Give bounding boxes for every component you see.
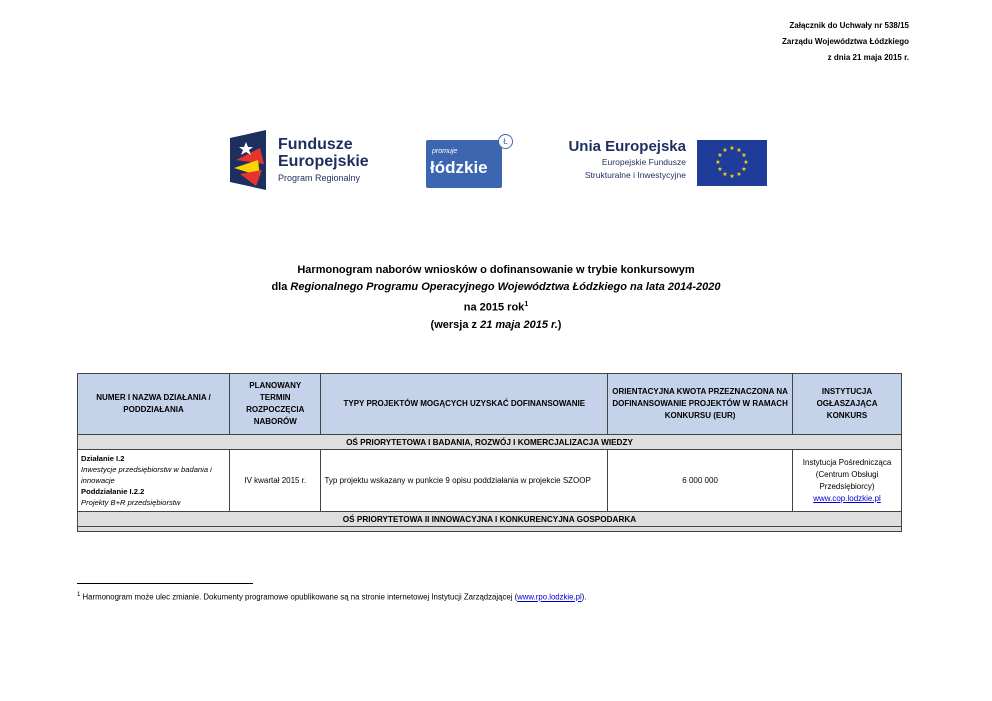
footnote-divider: [77, 583, 253, 584]
svg-text:★: ★: [736, 171, 742, 178]
fe-star-icon: [230, 130, 278, 190]
header-types: TYPY PROJEKTÓW MOGĄCYCH UZYSKAĆ DOFINANSOWANIE: [321, 374, 608, 435]
header-institution: INSTYTUCJA OGŁASZAJĄCA KONKURS: [793, 374, 902, 435]
resolution-line-2: Zarządu Województwa Łódzkiego: [782, 37, 909, 46]
svg-text:★: ★: [736, 147, 742, 154]
title-line-1: Harmonogram naborów wniosków o dofinansowanie w trybie konkursowym: [297, 264, 695, 276]
axis-row-2-spacer: [78, 527, 902, 532]
title-line-3: na 2015 rok$^1$: [463, 301, 529, 314]
subaction-label: Poddziałanie I.2.2: [81, 487, 145, 496]
resolution-line-3: z dnia 21 maja 2015 r.: [827, 53, 909, 62]
ue-sub-2: Strukturalne i Inwestycyjne: [584, 170, 686, 180]
title-line-2: dla Regionalnego Programu Operacyjnego Województwa Łódzkiego na lata 2014-2020: [271, 281, 721, 293]
types-cell: Typ projektu wskazany w punkcie 9 opisu poddziałania w projekcie SZOOP: [321, 450, 608, 512]
svg-text:★: ★: [722, 147, 728, 154]
inst-line-1: Instytucja Pośrednicząca: [802, 457, 892, 467]
svg-text:★: ★: [741, 152, 747, 159]
axis-2-label: OŚ PRIORYTETOWA II INNOWACYJNA I KONKURENCYJNA GOSPODARKA: [78, 512, 902, 527]
fe-title-1: Fundusze: [278, 136, 353, 153]
svg-text:★: ★: [729, 173, 735, 180]
eu-flag-icon: [697, 140, 767, 186]
schedule-table: [77, 373, 902, 532]
lodz-big-text: łódzkie: [430, 158, 488, 177]
resolution-line-1: Załącznik do Uchwały nr 538/15: [789, 21, 909, 30]
lodz-small-text: promuje: [432, 148, 458, 155]
institution-cell: [793, 450, 902, 512]
term-cell: IV kwartał 2015 r.: [230, 450, 321, 512]
svg-text:★: ★: [715, 159, 721, 166]
axis-row-2: [78, 512, 902, 527]
footnote-text: Harmonogram może ulec zmianie. Dokumenty programowe opublikowane są na stronie internetowej Instytucji Zarządzającej (: [80, 592, 518, 602]
document-title: [0, 262, 992, 334]
spacer-cell: [78, 527, 902, 532]
svg-text:★: ★: [741, 166, 747, 173]
header-term: PLANOWANY TERMIN ROZPOCZĘCIA NABORÓW: [230, 374, 321, 435]
footnote-link[interactable]: www.rpo.lodzkie.pl: [517, 592, 582, 602]
table-header-row: [78, 374, 902, 435]
axis-row-1: [78, 435, 902, 450]
header-action: NUMER I NAZWA DZIAŁANIA / PODDZIAŁANIA: [78, 374, 230, 435]
inst-line-2: (Centrum Obsługi: [815, 469, 879, 479]
fundusze-europejskie-logo: [230, 130, 390, 190]
ue-sub-1: Europejskie Fundusze: [601, 157, 686, 167]
header-amount: ORIENTACYJNA KWOTA PRZEZNACZONA NA DOFINANSOWANIE PROJEKTÓW W RAMACH KONKURSU (EUR): [608, 374, 793, 435]
axis-1-label: OŚ PRIORYTETOWA I BADANIA, ROZWÓJ I KOMERCJALIZACJA WIEDZY: [78, 435, 902, 450]
svg-text:★: ★: [717, 166, 723, 173]
resolution-note: [782, 18, 909, 66]
promuje-lodzkie-logo: [426, 137, 508, 188]
title-line-4: (wersja z 21 maja 2015 r.): [430, 318, 562, 331]
action-label: Działanie I.2: [81, 454, 125, 463]
footnote-mark: 1: [77, 592, 81, 598]
svg-text:★: ★: [722, 171, 728, 178]
svg-text:★: ★: [743, 159, 749, 166]
institution-link[interactable]: www.cop.lodzkie.pl: [813, 493, 881, 503]
svg-text:★: ★: [717, 152, 723, 159]
fe-title-2: Europejskie: [278, 153, 369, 170]
lodz-badge-icon: Ł: [498, 134, 513, 149]
unia-europejska-logo-text: [550, 138, 686, 181]
fe-subtitle: Program Regionalny: [278, 173, 361, 183]
footnote: [77, 592, 587, 602]
logo-bar: [0, 128, 992, 194]
action-name: Inwestycje przedsiębiorstw w badania i innowacje: [81, 465, 212, 485]
action-cell: [78, 450, 230, 512]
inst-line-3: Przedsiębiorcy): [819, 481, 875, 491]
table-row: [78, 450, 902, 512]
footnote-end: ).: [581, 592, 587, 602]
amount-cell: 6 000 000: [608, 450, 793, 512]
svg-text:★: ★: [729, 145, 735, 152]
subaction-name: Projekty B+R przedsiębiorstw: [81, 498, 181, 507]
ue-title: Unia Europejska: [568, 138, 686, 155]
